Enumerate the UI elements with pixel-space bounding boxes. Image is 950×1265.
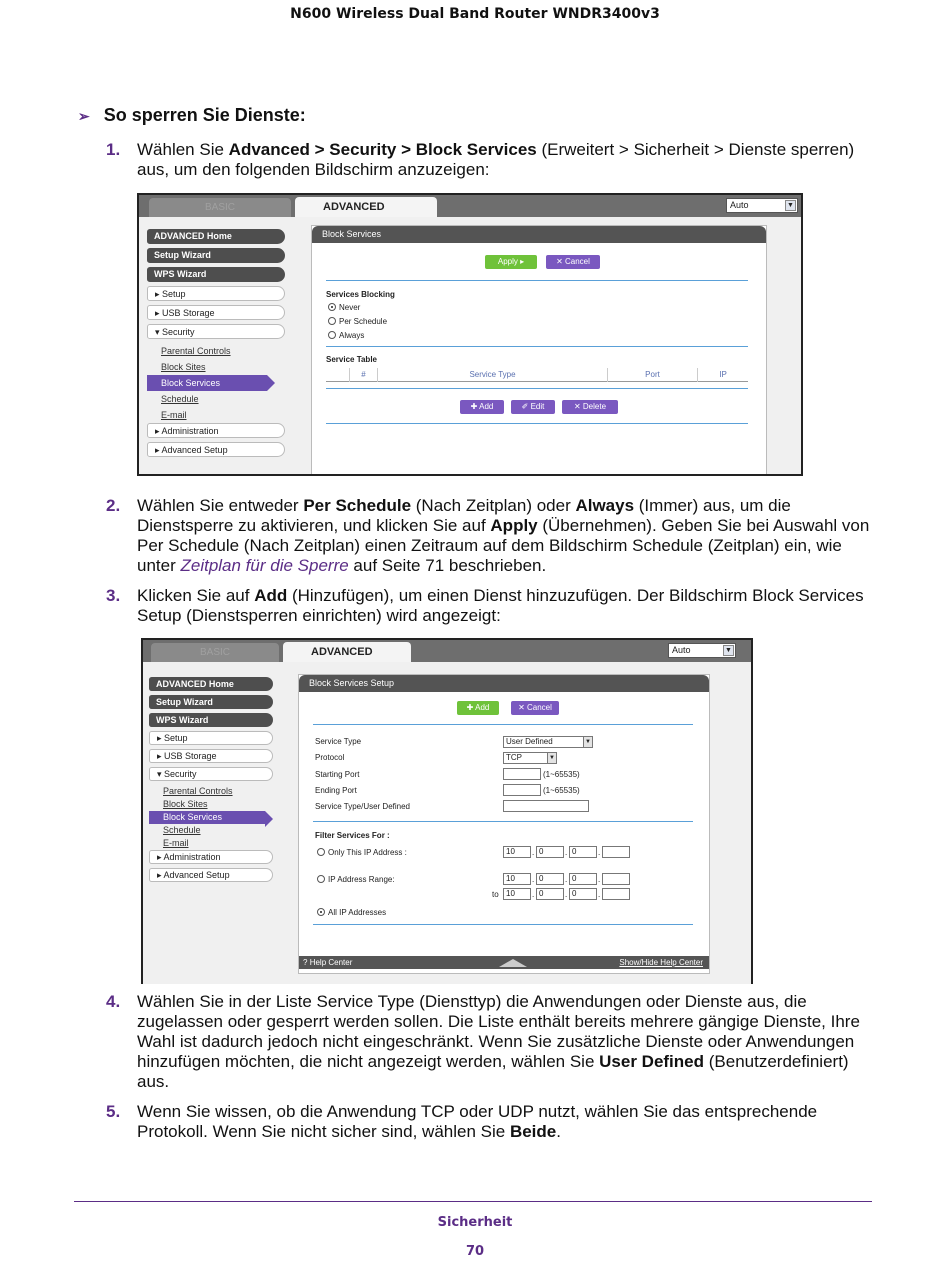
add-button[interactable]: ✚ Add (457, 701, 499, 715)
radio-never[interactable]: Never (328, 303, 360, 312)
language-select[interactable]: Auto ▼ (668, 643, 736, 658)
tab-advanced[interactable]: ADVANCED (283, 642, 411, 662)
chevron-down-icon: ▼ (723, 645, 734, 656)
menu-path: Advanced > Security > Block Services (228, 140, 537, 159)
expand-arrow-icon[interactable] (499, 959, 527, 967)
footer-section-title: Sicherheit (437, 1215, 513, 1230)
user-defined-input[interactable] (503, 800, 589, 812)
nav-block-services[interactable]: Block Services (149, 811, 265, 824)
nav-usb-storage[interactable]: ▸ USB Storage (149, 749, 273, 763)
range-start-octet-1[interactable]: 10 (503, 873, 531, 885)
chevron-down-icon: ▼ (583, 737, 592, 747)
nav-advanced-home[interactable]: ADVANCED Home (149, 677, 273, 691)
nav-administration[interactable]: ▸ Administration (147, 423, 285, 438)
only-ip-octet-3[interactable]: 0 (569, 846, 597, 858)
range-end-octet-4[interactable] (602, 888, 630, 900)
service-type-label: Service Type (315, 737, 362, 746)
step-number: 1. (106, 140, 121, 159)
step-4: 4. Wählen Sie in der Liste Service Type (Diensttyp) die Anwendungen oder Dienste aus, die zugelassen oder gesperrt werden sollen. Die Liste enthält bereits mehrere gängige Dienste, Ihre Wahl ist dadurch jedoch nicht eingeschränkt. Wenn Sie zusätzliche Dienste oder Anwendungen hinzufügen möchten, die nicht angezeigt werden, wählen Sie User Defined (Benutzerdefiniert) aus. (106, 992, 860, 1091)
range-start-octet-2[interactable]: 0 (536, 873, 564, 885)
ending-port-input[interactable] (503, 784, 541, 796)
cross-reference-link[interactable]: Zeitplan für die Sperre (180, 556, 349, 575)
show-hide-help-link[interactable]: Show/Hide Help Center (619, 958, 703, 967)
protocol-label: Protocol (315, 753, 345, 762)
nav-setup-wizard[interactable]: Setup Wizard (149, 695, 273, 709)
radio-always[interactable]: Always (328, 331, 364, 340)
cancel-button[interactable]: ✕ Cancel (511, 701, 559, 715)
nav-security[interactable]: ▾ Security (149, 767, 273, 781)
footer-divider (74, 1201, 872, 1202)
nav-usb-storage[interactable]: ▸ USB Storage (147, 305, 285, 320)
ending-port-label: Ending Port (315, 786, 357, 795)
range-start-octet-4[interactable] (602, 873, 630, 885)
starting-port-input[interactable] (503, 768, 541, 780)
section-heading-text: So sperren Sie Dienste: (103, 105, 306, 125)
language-select[interactable]: Auto ▼ (726, 198, 798, 213)
range-end-octet-3[interactable]: 0 (569, 888, 597, 900)
nav-advanced-setup[interactable]: ▸ Advanced Setup (149, 868, 273, 882)
radio-per-schedule[interactable]: Per Schedule (328, 317, 387, 326)
radio-all-ip[interactable]: All IP Addresses (317, 908, 386, 917)
step-1: 1. Wählen Sie Advanced > Security > Block Services (Erweitert > Sicherheit > Dienste sperren) aus, um den folgenden Bildschirm anzuzeigen: (106, 140, 855, 179)
only-ip-octet-4[interactable] (602, 846, 630, 858)
nav-setup[interactable]: ▸ Setup (147, 286, 285, 301)
starting-port-range: (1~65535) (543, 770, 580, 779)
starting-port-label: Starting Port (315, 770, 360, 779)
nav-parental-controls[interactable]: Parental Controls (161, 346, 231, 356)
range-start-octet-3[interactable]: 0 (569, 873, 597, 885)
user-defined-label: Service Type/User Defined (315, 802, 411, 811)
filter-services-label: Filter Services For : (315, 831, 390, 840)
add-button[interactable]: ✚ Add (460, 400, 504, 414)
radio-only-this-ip[interactable]: Only This IP Address : (317, 848, 407, 857)
range-end-octet-1[interactable]: 10 (503, 888, 531, 900)
col-service-type: Service Type (378, 368, 608, 382)
step-2: 2. Wählen Sie entweder Per Schedule (Nach Zeitplan) oder Always (Immer) aus, um die Dienstsperre zu aktivieren, und klicken Sie auf Apply (Übernehmen). Geben Sie bei Auswahl von Per Schedule (Nach Zeitplan) einen Zeitraum auf dem Bildschirm Schedule (Zeitplan) ein, wie unter Zeitplan für die Sperre auf Seite 71 beschrieben. (106, 496, 870, 575)
delete-button[interactable]: ✕ Delete (562, 400, 618, 414)
cancel-button[interactable]: ✕ Cancel (546, 255, 600, 269)
nav-wps-wizard[interactable]: WPS Wizard (149, 713, 273, 727)
tab-basic[interactable]: BASIC (149, 198, 291, 217)
screenshot-block-services-setup (141, 638, 753, 984)
nav-schedule[interactable]: Schedule (163, 825, 201, 835)
help-center-label[interactable]: Help Center (309, 958, 353, 967)
step-number: 3. (106, 586, 121, 605)
nav-schedule[interactable]: Schedule (161, 394, 199, 404)
edit-button[interactable]: ✐ Edit (511, 400, 555, 414)
nav-advanced-home[interactable]: ADVANCED Home (147, 229, 285, 244)
nav-email[interactable]: E-mail (161, 410, 187, 420)
arrow-bullet-icon: ➢ (78, 108, 90, 124)
block-services-panel (311, 225, 767, 476)
nav-administration[interactable]: ▸ Administration (149, 850, 273, 864)
only-ip-octet-1[interactable]: 10 (503, 846, 531, 858)
to-label: to (492, 890, 499, 899)
step-3: 3. Klicken Sie auf Add (Hinzufügen), um einen Dienst hinzuzufügen. Der Bildschirm Block Services Setup (Dienstsperren einrichten) wird angezeigt: (106, 586, 864, 625)
step-5: 5. Wenn Sie wissen, ob die Anwendung TCP oder UDP nutzt, wählen Sie das entsprechende Protokoll. Wenn Sie nicht sicher sind, wählen Sie Beide. (106, 1102, 818, 1141)
tab-basic[interactable]: BASIC (151, 643, 279, 662)
page-number: 70 (465, 1244, 485, 1259)
nav-block-services[interactable]: Block Services (147, 375, 267, 391)
radio-ip-range[interactable]: IP Address Range: (317, 875, 395, 884)
step-number: 2. (106, 496, 121, 515)
help-icon: ? (303, 958, 308, 967)
only-ip-octet-2[interactable]: 0 (536, 846, 564, 858)
range-end-octet-2[interactable]: 0 (536, 888, 564, 900)
services-blocking-label: Services Blocking (326, 290, 395, 299)
section-heading (78, 105, 306, 126)
ending-port-range: (1~65535) (543, 786, 580, 795)
nav-email[interactable]: E-mail (163, 838, 189, 848)
nav-advanced-setup[interactable]: ▸ Advanced Setup (147, 442, 285, 457)
col-port: Port (608, 368, 698, 382)
sidebar-nav (149, 677, 273, 886)
protocol-select[interactable]: TCP ▼ (503, 752, 557, 764)
panel-title: Block Services Setup (299, 675, 709, 692)
col-hash: # (350, 368, 378, 382)
nav-block-sites[interactable]: Block Sites (161, 362, 206, 372)
block-services-setup-panel: Block Services Setup ✚ Add ✕ Cancel Service Type User Defined ▼ Protocol TCP ▼ Starting Port (1~65535) Ending Port (1~65535) Service Type/User Defined Filter Services For : Only This IP Address : 10 . 0 . 0 . IP Address Range: 10 . 0 . 0 . to 10 . 0 . 0 . All IP Addresses ? Help Center Show/Hide Help Center (298, 674, 710, 974)
nav-setup[interactable]: ▸ Setup (149, 731, 273, 745)
service-table-label: Service Table (326, 355, 377, 364)
nav-security[interactable]: ▾ Security (147, 324, 285, 339)
screenshot-block-services (137, 193, 803, 476)
chevron-down-icon: ▼ (547, 753, 556, 763)
chevron-down-icon: ▼ (785, 200, 796, 211)
step-number: 4. (106, 992, 121, 1011)
tab-advanced[interactable]: ADVANCED (295, 197, 437, 217)
sidebar-nav (147, 229, 285, 461)
nav-setup-wizard[interactable]: Setup Wizard (147, 248, 285, 263)
col-ip: IP (719, 370, 727, 379)
help-center-bar (299, 956, 709, 969)
panel-title: Block Services (312, 226, 766, 243)
nav-wps-wizard[interactable]: WPS Wizard (147, 267, 285, 282)
service-type-select[interactable]: User Defined ▼ (503, 736, 593, 748)
step-number: 5. (106, 1102, 121, 1121)
service-table-header (326, 368, 748, 382)
page-header: N600 Wireless Dual Band Router WNDR3400v3 (290, 6, 660, 22)
nav-block-sites[interactable]: Block Sites (163, 799, 208, 809)
apply-button[interactable]: Apply ▸ (485, 255, 537, 269)
nav-parental-controls[interactable]: Parental Controls (163, 786, 233, 796)
